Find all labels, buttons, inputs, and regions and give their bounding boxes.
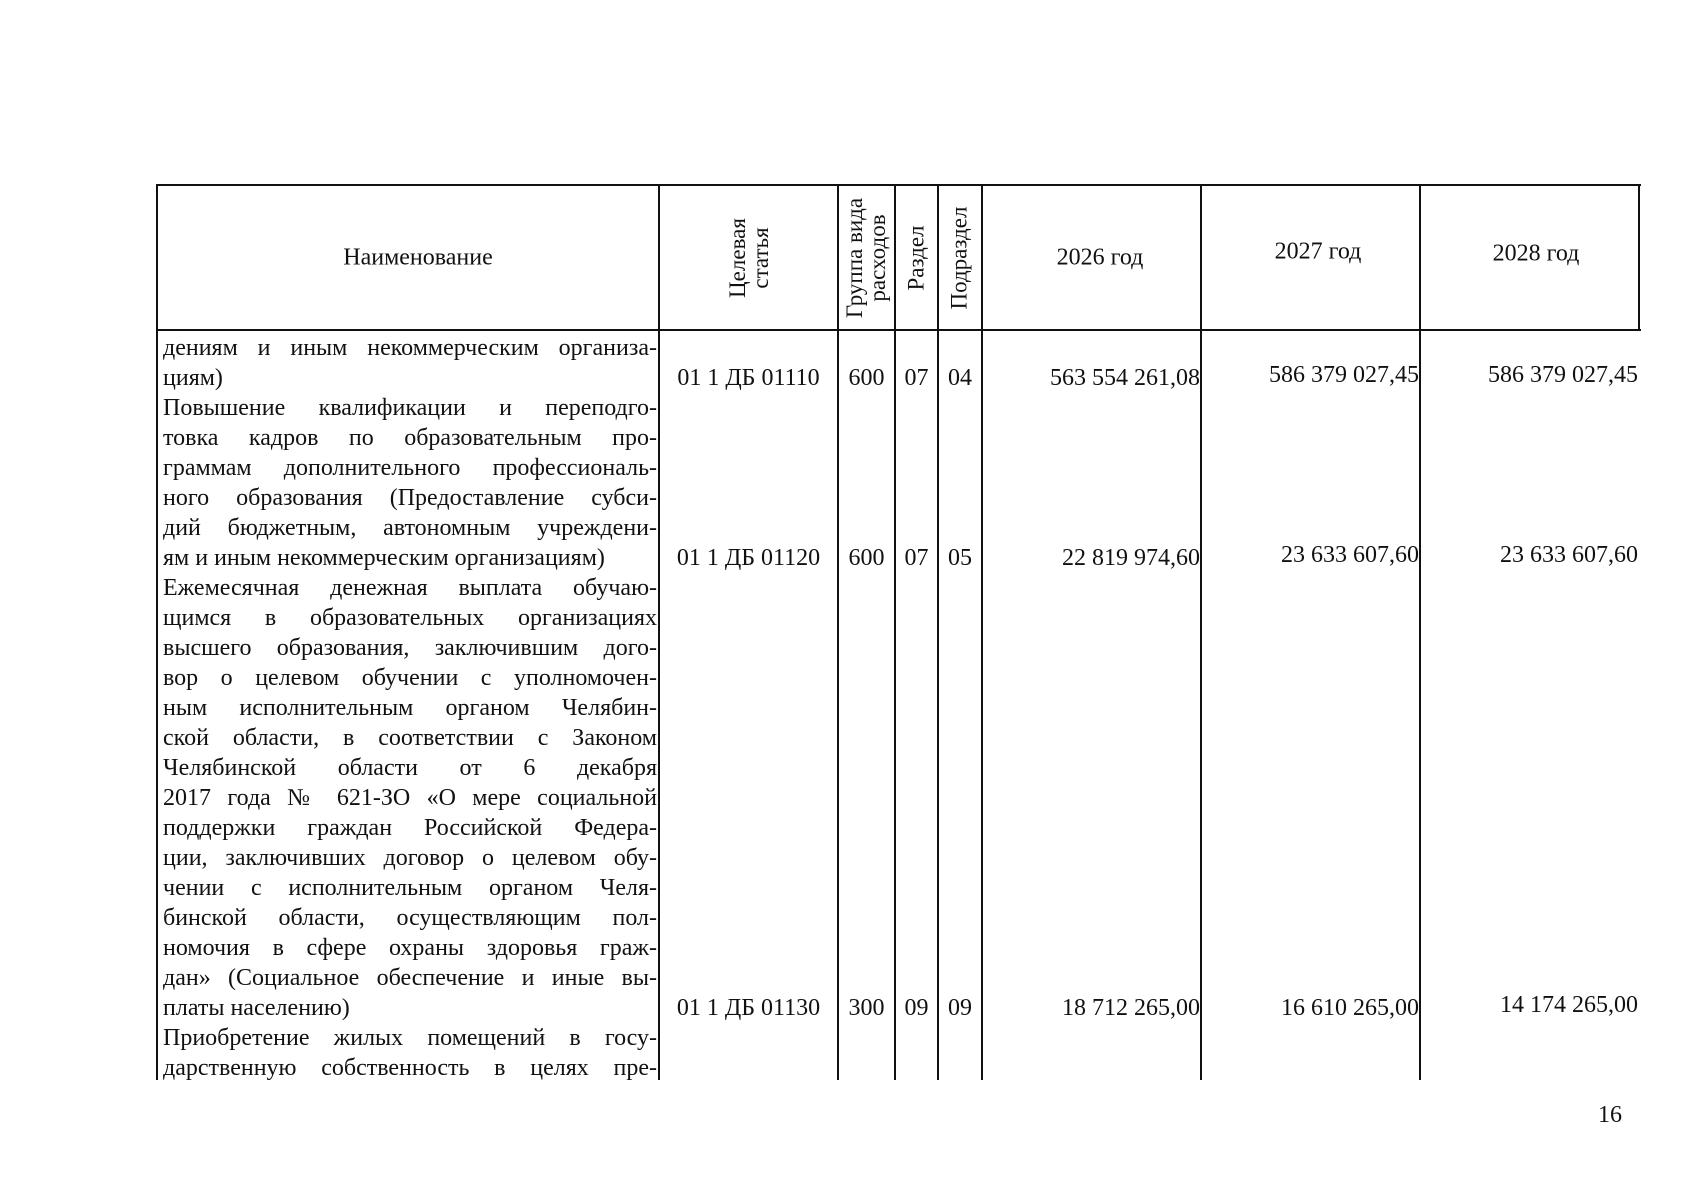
row-3-name-line: поддержки граждан Российской Федера- xyxy=(163,815,657,841)
header-section: Раздел xyxy=(903,225,929,291)
row-3-section: 09 xyxy=(904,995,929,1021)
row-2-name-line: товка кадров по образовательным про- xyxy=(163,425,657,451)
row-2-2028: 23 633 607,60 xyxy=(1500,542,1638,568)
table-left-border xyxy=(156,184,158,1080)
col-divider-subsection xyxy=(981,184,983,1080)
row-2-group: 600 xyxy=(848,545,885,571)
header-2027: 2027 год xyxy=(1274,238,1362,265)
col-divider-group xyxy=(894,184,896,1080)
table-right-border xyxy=(1638,184,1640,330)
row-3-name-line: высшего образования, заключившим дого- xyxy=(163,635,657,661)
row-3-2026: 18 712 265,00 xyxy=(1062,995,1200,1021)
row-2-section: 07 xyxy=(904,545,929,571)
row-1-2028: 586 379 027,45 xyxy=(1488,362,1638,388)
row-3-name-line: щимся в образовательных организациях xyxy=(163,605,657,631)
budget-table xyxy=(156,180,1641,1080)
row-1-2026: 563 554 261,08 xyxy=(1050,365,1200,391)
row-2-name-line: ям и иным некоммерческим организациям) xyxy=(163,545,605,571)
row-3-group: 300 xyxy=(848,995,885,1021)
col-divider-target xyxy=(837,184,839,1080)
header-target: Целевая статья xyxy=(725,218,773,298)
row-2-2026: 22 819 974,60 xyxy=(1062,545,1200,571)
header-name: Наименование xyxy=(343,244,493,271)
row-3-2027: 16 610 265,00 xyxy=(1281,995,1419,1021)
row-3-name-line: бинской области, осуществляющим пол- xyxy=(163,905,657,931)
row-1-group: 600 xyxy=(848,365,885,391)
row-1-section: 07 xyxy=(904,365,929,391)
row-3-name-line: Челябинской области от 6 декабря xyxy=(163,755,657,781)
row-2-name-line: граммам дополнительного профессиональ- xyxy=(163,455,657,481)
row-4-name-line: дарственную собственность в целях пре- xyxy=(163,1055,657,1081)
header-subsection: Подраздел xyxy=(946,206,972,310)
row-2-name-line: ного образования (Предоставление субси- xyxy=(163,485,657,511)
row-3-name-line: ской области, в соответствии с Законом xyxy=(163,725,657,751)
col-divider-section xyxy=(937,184,939,1080)
row-3-name-line: платы населению) xyxy=(163,995,350,1021)
header-group: Группа вида расходов xyxy=(842,197,890,319)
row-3-name-line: ции, заключивших договор о целевом обу- xyxy=(163,845,657,871)
row-3-target: 01 1 ДБ 01130 xyxy=(676,995,821,1021)
col-divider-name xyxy=(658,184,660,1080)
row-3-name-line: дан» (Социальное обеспечение и иные вы- xyxy=(163,965,657,991)
row-3-subsection: 09 xyxy=(948,995,972,1021)
row-2-2027: 23 633 607,60 xyxy=(1281,542,1419,568)
row-2-name-line: Повышение квалификации и переподго- xyxy=(163,395,657,421)
row-2-subsection: 05 xyxy=(948,545,972,571)
row-3-2028: 14 174 265,00 xyxy=(1500,992,1638,1018)
row-1-2027: 586 379 027,45 xyxy=(1269,362,1419,388)
row-1-target: 01 1 ДБ 01110 xyxy=(677,365,820,391)
row-3-name-line: чении с исполнительным органом Челя- xyxy=(163,875,657,901)
header-2026: 2026 год xyxy=(1056,244,1144,271)
row-1-subsection: 04 xyxy=(948,365,972,391)
row-1-name-line: циям) xyxy=(163,365,223,391)
row-2-target: 01 1 ДБ 01120 xyxy=(676,545,821,571)
header-2028: 2028 год xyxy=(1492,240,1580,267)
row-1-name-line: дениям и иным некоммерческим организа- xyxy=(163,335,657,361)
row-3-name-line: Ежемесячная денежная выплата обучаю- xyxy=(163,575,657,601)
col-divider-2026 xyxy=(1200,184,1202,1080)
row-3-name-line: 2017 года № 621-ЗО «О мере социальной xyxy=(163,785,657,811)
row-3-name-line: вор о целевом обучении с уполномочен- xyxy=(163,665,657,691)
row-3-name-line: ным исполнительным органом Челябин- xyxy=(163,695,657,721)
col-divider-2027 xyxy=(1419,184,1421,1080)
row-4-name-line: Приобретение жилых помещений в госу- xyxy=(163,1025,657,1051)
page-number: 16 xyxy=(1598,1102,1622,1128)
row-3-name-line: номочия в сфере охраны здоровья граж- xyxy=(163,935,657,961)
row-2-name-line: дий бюджетным, автономным учреждени- xyxy=(163,515,657,541)
